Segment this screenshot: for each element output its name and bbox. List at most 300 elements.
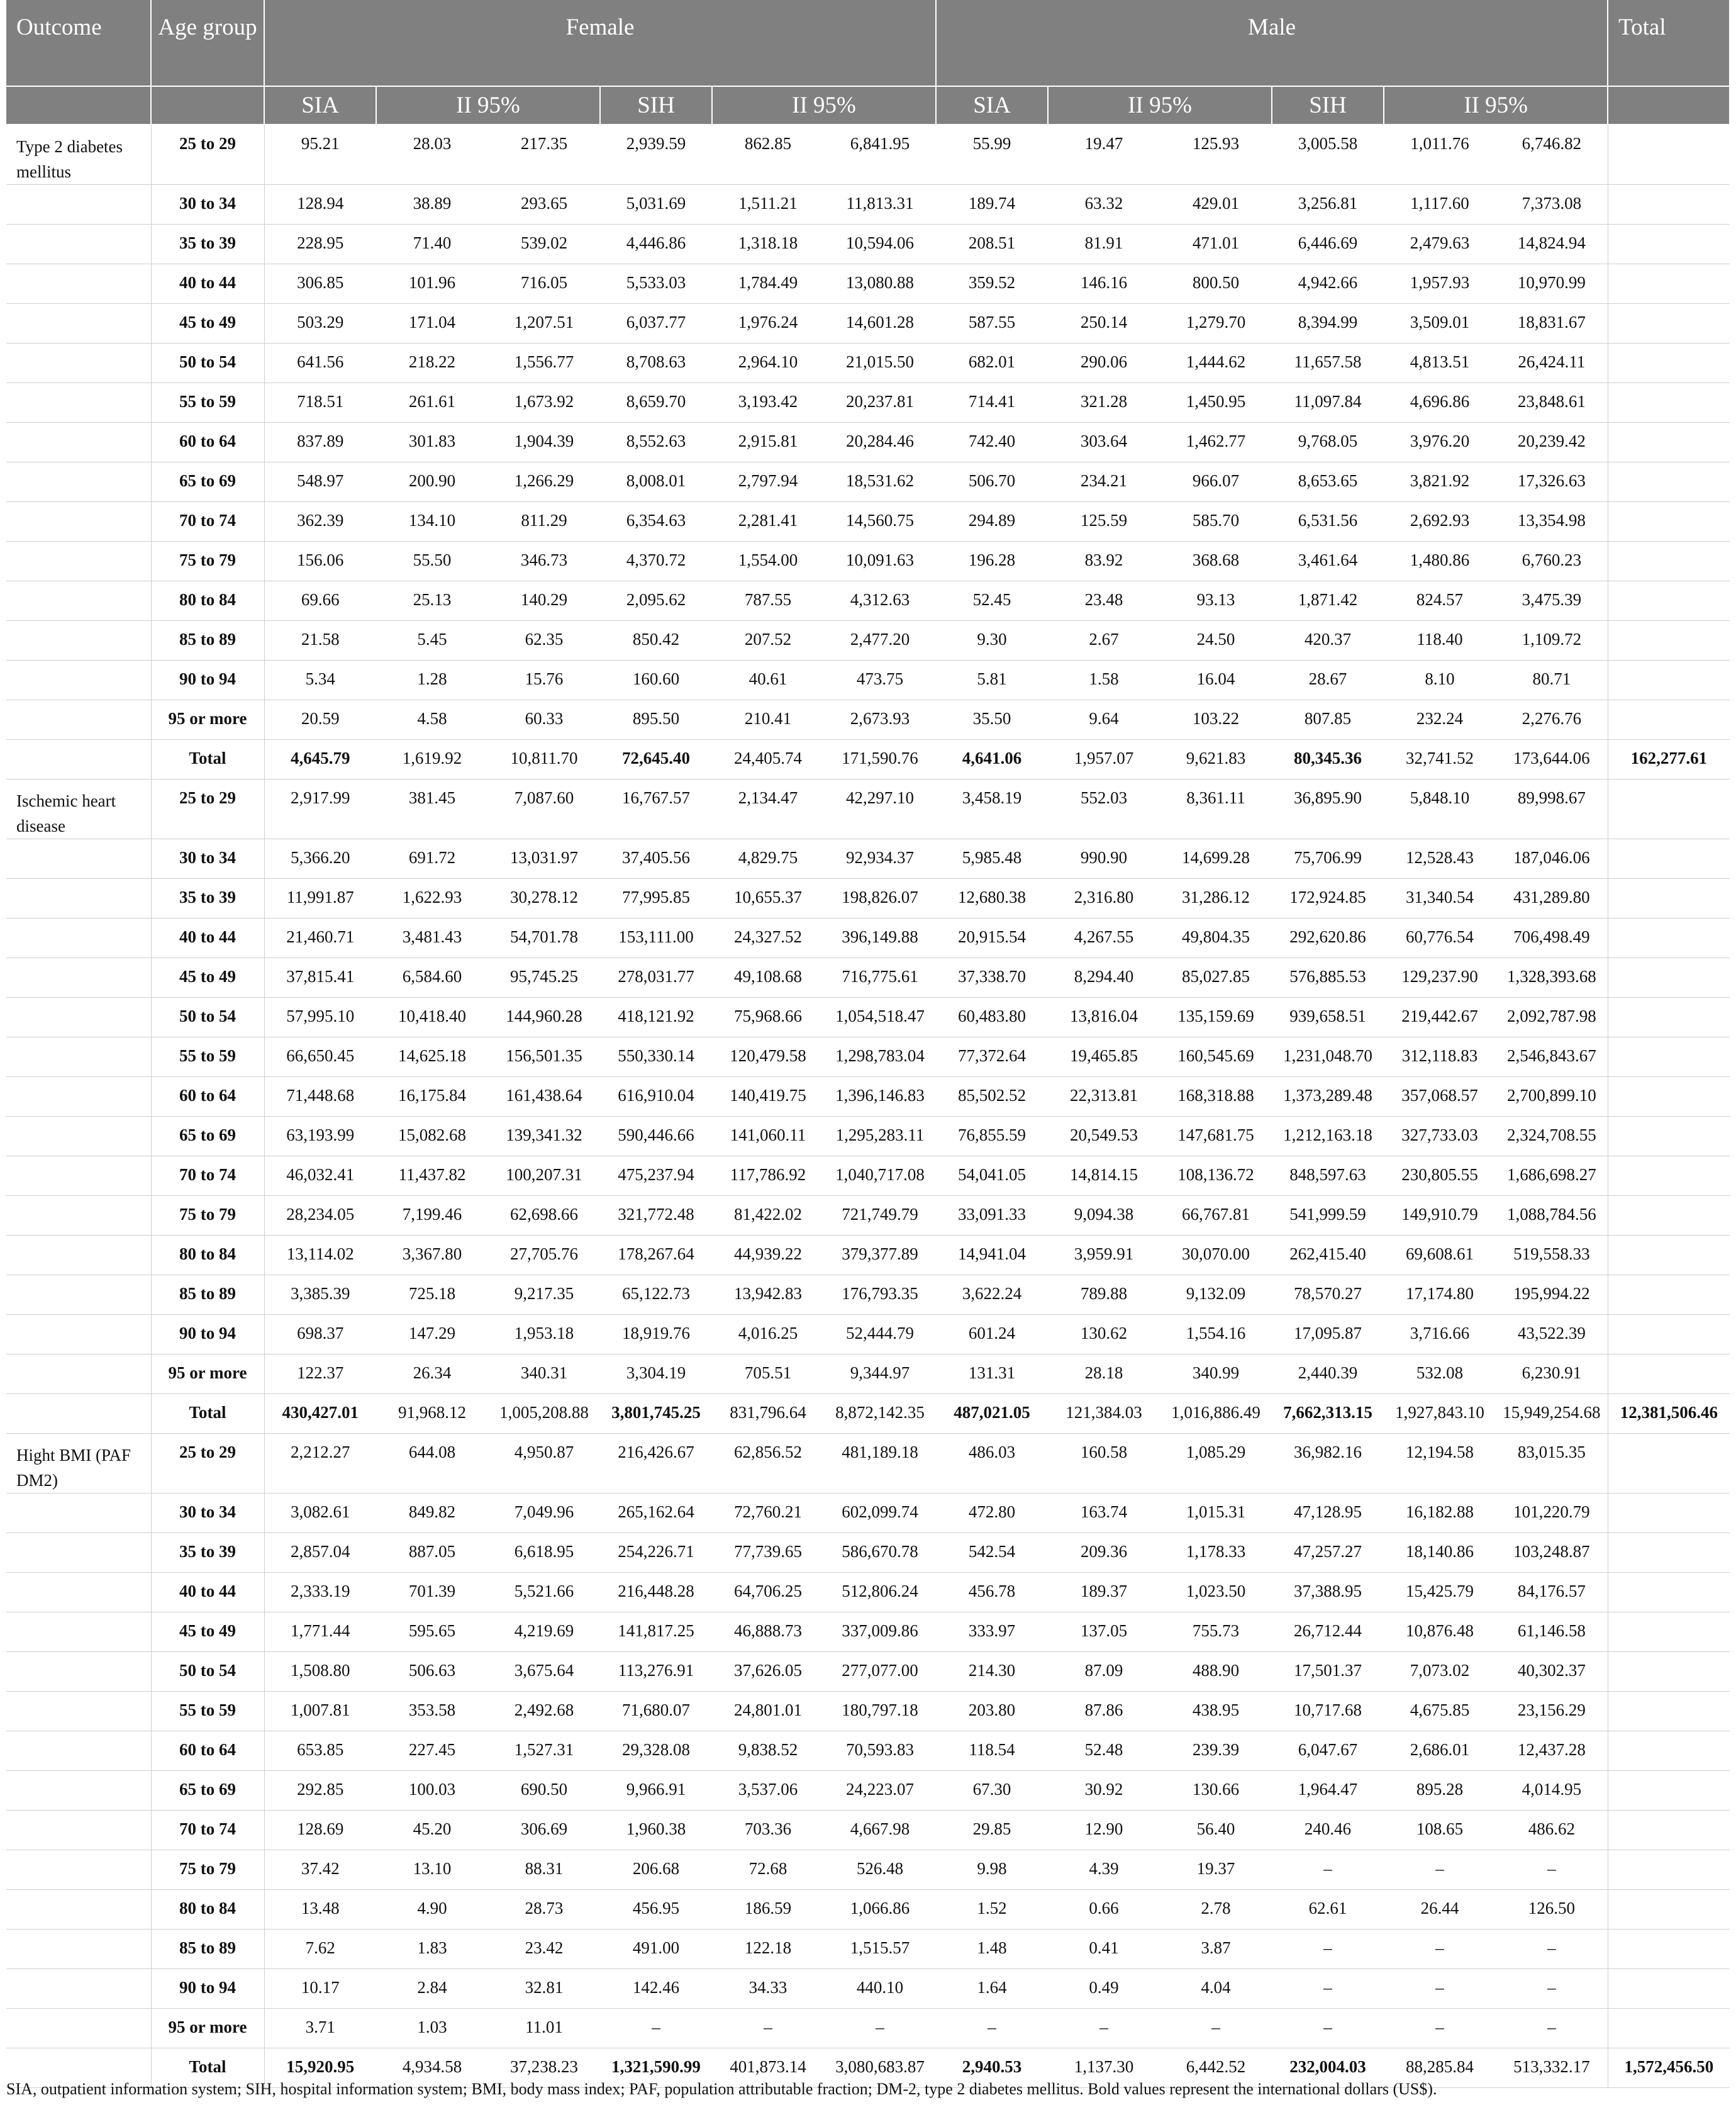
outcome-blank bbox=[6, 1811, 151, 1850]
value-cell: 8,294.40 bbox=[1048, 958, 1160, 998]
value-cell: 187,046.06 bbox=[1496, 839, 1608, 879]
value-cell: 14,941.04 bbox=[936, 1236, 1048, 1275]
value-cell: 156,501.35 bbox=[488, 1037, 600, 1077]
value-cell: 28,234.05 bbox=[264, 1196, 376, 1236]
value-cell: 100,207.31 bbox=[488, 1156, 600, 1196]
value-cell: 429.01 bbox=[1160, 185, 1272, 225]
value-cell: 61,146.58 bbox=[1496, 1612, 1608, 1652]
total-blank bbox=[1608, 839, 1730, 879]
table-row bbox=[6, 1890, 1730, 1929]
value-cell: 303.64 bbox=[1048, 423, 1160, 462]
table-row bbox=[6, 700, 1730, 740]
value-cell: 14,699.28 bbox=[1160, 839, 1272, 879]
total-blank bbox=[1608, 423, 1730, 462]
value-cell: 2,316.80 bbox=[1048, 879, 1160, 918]
header-blank bbox=[1608, 86, 1730, 125]
value-cell: 108.65 bbox=[1384, 1811, 1496, 1850]
total-blank bbox=[1608, 779, 1730, 839]
value-cell: 156.06 bbox=[264, 542, 376, 581]
table-row bbox=[6, 1236, 1730, 1275]
value-cell: 178,267.64 bbox=[600, 1236, 712, 1275]
value-cell: 1,007.81 bbox=[264, 1692, 376, 1731]
subheader-female-sih: SIH bbox=[600, 86, 712, 125]
outcome-blank bbox=[6, 1652, 151, 1692]
value-cell: 1,527.31 bbox=[488, 1731, 600, 1771]
value-cell: 641.56 bbox=[264, 343, 376, 383]
value-cell: 20,284.46 bbox=[824, 423, 936, 462]
value-cell: 103,248.87 bbox=[1496, 1533, 1608, 1573]
value-cell: 120,479.58 bbox=[712, 1037, 824, 1077]
value-cell: 7,199.46 bbox=[376, 1196, 488, 1236]
outcome-blank bbox=[6, 1037, 151, 1077]
value-cell: 1,462.77 bbox=[1160, 423, 1272, 462]
value-cell: 716.05 bbox=[488, 264, 600, 304]
value-cell: 5.34 bbox=[264, 661, 376, 700]
value-cell: 87.09 bbox=[1048, 1652, 1160, 1692]
value-cell: 1,373,289.48 bbox=[1272, 1077, 1384, 1117]
value-cell: 1.28 bbox=[376, 661, 488, 700]
table-row bbox=[6, 1494, 1730, 1533]
value-cell: 368.68 bbox=[1160, 542, 1272, 581]
age-group-cell: 45 to 49 bbox=[151, 958, 264, 998]
total-blank bbox=[1608, 1533, 1730, 1573]
value-cell: 80.71 bbox=[1496, 661, 1608, 700]
outcome-label: Ischemic heart disease bbox=[6, 779, 151, 839]
outcome-blank bbox=[6, 1969, 151, 2009]
outcome-blank bbox=[6, 879, 151, 918]
value-cell: 430,427.01 bbox=[264, 1394, 376, 1434]
value-cell: 101,220.79 bbox=[1496, 1494, 1608, 1533]
value-cell: 29,328.08 bbox=[600, 1731, 712, 1771]
age-group-cell: 75 to 79 bbox=[151, 1850, 264, 1890]
total-blank bbox=[1608, 502, 1730, 542]
value-cell: 4,934.58 bbox=[376, 2048, 488, 2088]
value-cell: – bbox=[1496, 1929, 1608, 1969]
table-row bbox=[6, 304, 1730, 343]
value-cell: 66,650.45 bbox=[264, 1037, 376, 1077]
outcome-blank bbox=[6, 1731, 151, 1771]
value-cell: 228.95 bbox=[264, 225, 376, 264]
outcome-blank bbox=[6, 839, 151, 879]
value-cell: 9,621.83 bbox=[1160, 740, 1272, 779]
total-blank bbox=[1608, 264, 1730, 304]
value-cell: 11,991.87 bbox=[264, 879, 376, 918]
value-cell: 787.55 bbox=[712, 581, 824, 621]
value-cell: 321.28 bbox=[1048, 383, 1160, 423]
value-cell: 3.71 bbox=[264, 2009, 376, 2048]
value-cell: – bbox=[1384, 1969, 1496, 2009]
value-cell: 4,219.69 bbox=[488, 1612, 600, 1652]
value-cell: 3,461.64 bbox=[1272, 542, 1384, 581]
value-cell: 2,964.10 bbox=[712, 343, 824, 383]
header-total: Total bbox=[1608, 0, 1730, 86]
table-row bbox=[6, 918, 1730, 958]
value-cell: 587.55 bbox=[936, 304, 1048, 343]
value-cell: 2,095.62 bbox=[600, 581, 712, 621]
value-cell: 91,968.12 bbox=[376, 1394, 488, 1434]
value-cell: 81.91 bbox=[1048, 225, 1160, 264]
value-cell: 8,653.65 bbox=[1272, 462, 1384, 502]
value-cell: 8,872,142.35 bbox=[824, 1394, 936, 1434]
value-cell: 346.73 bbox=[488, 542, 600, 581]
total-row bbox=[6, 1394, 1730, 1434]
value-cell: 21.58 bbox=[264, 621, 376, 661]
value-cell: 23.48 bbox=[1048, 581, 1160, 621]
value-cell: 12,528.43 bbox=[1384, 839, 1496, 879]
age-group-cell: 45 to 49 bbox=[151, 1612, 264, 1652]
value-cell: 1,318.18 bbox=[712, 225, 824, 264]
value-cell: 230,805.55 bbox=[1384, 1156, 1496, 1196]
value-cell: 54,041.05 bbox=[936, 1156, 1048, 1196]
value-cell: 46,888.73 bbox=[712, 1612, 824, 1652]
total-blank bbox=[1608, 1196, 1730, 1236]
value-cell: 9.30 bbox=[936, 621, 1048, 661]
outcome-blank bbox=[6, 462, 151, 502]
value-cell: 75,706.99 bbox=[1272, 839, 1384, 879]
value-cell: 153,111.00 bbox=[600, 918, 712, 958]
value-cell: 38.89 bbox=[376, 185, 488, 225]
value-cell: 10,811.70 bbox=[488, 740, 600, 779]
value-cell: 1.64 bbox=[936, 1969, 1048, 2009]
value-cell: 4.39 bbox=[1048, 1850, 1160, 1890]
value-cell: 887.05 bbox=[376, 1533, 488, 1573]
value-cell: 3,716.66 bbox=[1384, 1315, 1496, 1354]
value-cell: 789.88 bbox=[1048, 1275, 1160, 1315]
age-group-cell: 40 to 44 bbox=[151, 918, 264, 958]
value-cell: 4.04 bbox=[1160, 1969, 1272, 2009]
value-cell: 134.10 bbox=[376, 502, 488, 542]
value-cell: 15,082.68 bbox=[376, 1117, 488, 1156]
total-blank bbox=[1608, 1354, 1730, 1394]
value-cell: 261.61 bbox=[376, 383, 488, 423]
value-cell: 895.50 bbox=[600, 700, 712, 740]
value-cell: 3,801,745.25 bbox=[600, 1394, 712, 1434]
value-cell: 3,256.81 bbox=[1272, 185, 1384, 225]
value-cell: 6,841.95 bbox=[824, 125, 936, 185]
value-cell: 83.92 bbox=[1048, 542, 1160, 581]
value-cell: 2,700,899.10 bbox=[1496, 1077, 1608, 1117]
value-cell: 40.61 bbox=[712, 661, 824, 700]
table-container bbox=[6, 0, 1730, 2088]
value-cell: 2,324,708.55 bbox=[1496, 1117, 1608, 1156]
value-cell: 80,345.36 bbox=[1272, 740, 1384, 779]
value-cell: 721,749.79 bbox=[824, 1196, 936, 1236]
value-cell: 37,338.70 bbox=[936, 958, 1048, 998]
age-group-cell: 25 to 29 bbox=[151, 125, 264, 185]
age-group-cell: 65 to 69 bbox=[151, 462, 264, 502]
age-group-cell: 80 to 84 bbox=[151, 1236, 264, 1275]
value-cell: 17,326.63 bbox=[1496, 462, 1608, 502]
value-cell: 4,446.86 bbox=[600, 225, 712, 264]
value-cell: 137.05 bbox=[1048, 1612, 1160, 1652]
outcome-blank bbox=[6, 423, 151, 462]
value-cell: 16,182.88 bbox=[1384, 1494, 1496, 1533]
value-cell: 9,094.38 bbox=[1048, 1196, 1160, 1236]
value-cell: 831,796.64 bbox=[712, 1394, 824, 1434]
total-blank bbox=[1608, 1969, 1730, 2009]
value-cell: 2,686.01 bbox=[1384, 1731, 1496, 1771]
subheader-male-sih: SIH bbox=[1272, 86, 1384, 125]
value-cell: 18,140.86 bbox=[1384, 1533, 1496, 1573]
header-male: Male bbox=[936, 0, 1608, 86]
value-cell: 2,546,843.67 bbox=[1496, 1037, 1608, 1077]
age-group-cell: 30 to 34 bbox=[151, 185, 264, 225]
value-cell: 807.85 bbox=[1272, 700, 1384, 740]
value-cell: – bbox=[1272, 1850, 1384, 1890]
total-blank bbox=[1608, 1275, 1730, 1315]
value-cell: 9,966.91 bbox=[600, 1771, 712, 1811]
value-cell: 83,015.35 bbox=[1496, 1434, 1608, 1494]
value-cell: 130.62 bbox=[1048, 1315, 1160, 1354]
value-cell: 87.86 bbox=[1048, 1692, 1160, 1731]
value-cell: 4,675.85 bbox=[1384, 1692, 1496, 1731]
value-cell: 1,556.77 bbox=[488, 343, 600, 383]
value-cell: 72,645.40 bbox=[600, 740, 712, 779]
value-cell: 306.85 bbox=[264, 264, 376, 304]
value-cell: 1,117.60 bbox=[1384, 185, 1496, 225]
value-cell: 292.85 bbox=[264, 1771, 376, 1811]
value-cell: 3,082.61 bbox=[264, 1494, 376, 1533]
value-cell: 327,733.03 bbox=[1384, 1117, 1496, 1156]
value-cell: 31,286.12 bbox=[1160, 879, 1272, 918]
age-group-cell: 75 to 79 bbox=[151, 542, 264, 581]
value-cell: 60.33 bbox=[488, 700, 600, 740]
value-cell: 118.40 bbox=[1384, 621, 1496, 661]
age-group-cell: 90 to 94 bbox=[151, 1315, 264, 1354]
value-cell: 1,508.80 bbox=[264, 1652, 376, 1692]
value-cell: 140.29 bbox=[488, 581, 600, 621]
value-cell: 4,942.66 bbox=[1272, 264, 1384, 304]
value-cell: 381.45 bbox=[376, 779, 488, 839]
value-cell: 6,442.52 bbox=[1160, 2048, 1272, 2088]
value-cell: 682.01 bbox=[936, 343, 1048, 383]
table-row bbox=[6, 542, 1730, 581]
table-row bbox=[6, 879, 1730, 918]
value-cell: – bbox=[1384, 1850, 1496, 1890]
value-cell: 1,328,393.68 bbox=[1496, 958, 1608, 998]
age-group-cell: 60 to 64 bbox=[151, 1077, 264, 1117]
value-cell: 1,212,163.18 bbox=[1272, 1117, 1384, 1156]
total-blank bbox=[1608, 462, 1730, 502]
age-group-cell: 25 to 29 bbox=[151, 779, 264, 839]
subheader-female-sia-ii95: II 95% bbox=[376, 86, 600, 125]
value-cell: 27,705.76 bbox=[488, 1236, 600, 1275]
value-cell: 126.50 bbox=[1496, 1890, 1608, 1929]
value-cell: 10,594.06 bbox=[824, 225, 936, 264]
value-cell: 95.21 bbox=[264, 125, 376, 185]
value-cell: 15,920.95 bbox=[264, 2048, 376, 2088]
value-cell: 362.39 bbox=[264, 502, 376, 542]
value-cell: 586,670.78 bbox=[824, 1533, 936, 1573]
value-cell: 644.08 bbox=[376, 1434, 488, 1494]
table-row bbox=[6, 1037, 1730, 1077]
grand-total-cell: 1,572,456.50 bbox=[1608, 2048, 1730, 2088]
value-cell: 1,957.07 bbox=[1048, 740, 1160, 779]
value-cell: 1.83 bbox=[376, 1929, 488, 1969]
value-cell: 55.99 bbox=[936, 125, 1048, 185]
value-cell: 1,011.76 bbox=[1384, 125, 1496, 185]
value-cell: 46,032.41 bbox=[264, 1156, 376, 1196]
value-cell: 24,327.52 bbox=[712, 918, 824, 958]
outcome-blank bbox=[6, 225, 151, 264]
value-cell: 601.24 bbox=[936, 1315, 1048, 1354]
value-cell: 128.69 bbox=[264, 1811, 376, 1850]
value-cell: 278,031.77 bbox=[600, 958, 712, 998]
value-cell: 811.29 bbox=[488, 502, 600, 542]
outcome-blank bbox=[6, 1771, 151, 1811]
value-cell: 576,885.53 bbox=[1272, 958, 1384, 998]
value-cell: 125.59 bbox=[1048, 502, 1160, 542]
table-row bbox=[6, 125, 1730, 185]
value-cell: 321,772.48 bbox=[600, 1196, 712, 1236]
value-cell: – bbox=[1272, 1969, 1384, 2009]
value-cell: 4,667.98 bbox=[824, 1811, 936, 1850]
value-cell: 24.50 bbox=[1160, 621, 1272, 661]
value-cell: 506.63 bbox=[376, 1652, 488, 1692]
value-cell: 78,570.27 bbox=[1272, 1275, 1384, 1315]
age-group-cell: 35 to 39 bbox=[151, 1533, 264, 1573]
value-cell: 602,099.74 bbox=[824, 1494, 936, 1533]
value-cell: 513,332.17 bbox=[1496, 2048, 1608, 2088]
value-cell: 14,814.15 bbox=[1048, 1156, 1160, 1196]
total-blank bbox=[1608, 700, 1730, 740]
value-cell: 3,537.06 bbox=[712, 1771, 824, 1811]
value-cell: 340.31 bbox=[488, 1354, 600, 1394]
total-blank bbox=[1608, 1929, 1730, 1969]
value-cell: 431,289.80 bbox=[1496, 879, 1608, 918]
value-cell: 54,701.78 bbox=[488, 918, 600, 958]
table-row bbox=[6, 383, 1730, 423]
value-cell: 966.07 bbox=[1160, 462, 1272, 502]
value-cell: 208.51 bbox=[936, 225, 1048, 264]
value-cell: 19.37 bbox=[1160, 1850, 1272, 1890]
age-group-cell: 70 to 74 bbox=[151, 1156, 264, 1196]
total-blank bbox=[1608, 1434, 1730, 1494]
total-blank bbox=[1608, 1573, 1730, 1612]
value-cell: 473.75 bbox=[824, 661, 936, 700]
value-cell: 306.69 bbox=[488, 1811, 600, 1850]
outcome-blank bbox=[6, 542, 151, 581]
total-blank bbox=[1608, 343, 1730, 383]
age-group-cell: 80 to 84 bbox=[151, 581, 264, 621]
age-group-cell: 60 to 64 bbox=[151, 1731, 264, 1771]
value-cell: 232,004.03 bbox=[1272, 2048, 1384, 2088]
value-cell: 216,426.67 bbox=[600, 1434, 712, 1494]
value-cell: 491.00 bbox=[600, 1929, 712, 1969]
value-cell: 47,257.27 bbox=[1272, 1533, 1384, 1573]
outcome-blank bbox=[6, 1692, 151, 1731]
value-cell: 2,477.20 bbox=[824, 621, 936, 661]
value-cell: 139,341.32 bbox=[488, 1117, 600, 1156]
value-cell: 16,767.57 bbox=[600, 779, 712, 839]
total-label: Total bbox=[151, 740, 264, 779]
value-cell: 30,070.00 bbox=[1160, 1236, 1272, 1275]
total-blank bbox=[1608, 1156, 1730, 1196]
value-cell: 1,085.29 bbox=[1160, 1434, 1272, 1494]
age-group-cell: 55 to 59 bbox=[151, 383, 264, 423]
age-group-cell: 30 to 34 bbox=[151, 1494, 264, 1533]
value-cell: 5,533.03 bbox=[600, 264, 712, 304]
value-cell: 14,824.94 bbox=[1496, 225, 1608, 264]
value-cell: 23.42 bbox=[488, 1929, 600, 1969]
value-cell: 471.01 bbox=[1160, 225, 1272, 264]
value-cell: 1,957.93 bbox=[1384, 264, 1496, 304]
value-cell: 742.40 bbox=[936, 423, 1048, 462]
value-cell: 23,156.29 bbox=[1496, 1692, 1608, 1731]
value-cell: 28.73 bbox=[488, 1890, 600, 1929]
value-cell: 3,458.19 bbox=[936, 779, 1048, 839]
table-row bbox=[6, 1196, 1730, 1236]
value-cell: 13.10 bbox=[376, 1850, 488, 1890]
value-cell: 6,618.95 bbox=[488, 1533, 600, 1573]
table-row bbox=[6, 185, 1730, 225]
value-cell: 293.65 bbox=[488, 185, 600, 225]
value-cell: 142.46 bbox=[600, 1969, 712, 2009]
table-row bbox=[6, 1692, 1730, 1731]
value-cell: 1,927,843.10 bbox=[1384, 1394, 1496, 1434]
value-cell: 88.31 bbox=[488, 1850, 600, 1890]
value-cell: 3,821.92 bbox=[1384, 462, 1496, 502]
outcome-blank bbox=[6, 918, 151, 958]
value-cell: 353.58 bbox=[376, 1692, 488, 1731]
value-cell: 4,645.79 bbox=[264, 740, 376, 779]
value-cell: 1,673.92 bbox=[488, 383, 600, 423]
value-cell: 755.73 bbox=[1160, 1612, 1272, 1652]
value-cell: 1,771.44 bbox=[264, 1612, 376, 1652]
value-cell: 250.14 bbox=[1048, 304, 1160, 343]
value-cell: 11.01 bbox=[488, 2009, 600, 2048]
value-cell: 103.22 bbox=[1160, 700, 1272, 740]
outcome-blank bbox=[6, 581, 151, 621]
value-cell: 2,857.04 bbox=[264, 1533, 376, 1573]
value-cell: 379,377.89 bbox=[824, 1236, 936, 1275]
total-blank bbox=[1608, 1236, 1730, 1275]
table-row bbox=[6, 661, 1730, 700]
value-cell: 71.40 bbox=[376, 225, 488, 264]
value-cell: 1,015.31 bbox=[1160, 1494, 1272, 1533]
value-cell: 6,531.56 bbox=[1272, 502, 1384, 542]
value-cell: 3,080,683.87 bbox=[824, 2048, 936, 2088]
value-cell: 13,031.97 bbox=[488, 839, 600, 879]
value-cell: 37,405.56 bbox=[600, 839, 712, 879]
value-cell: 895.28 bbox=[1384, 1771, 1496, 1811]
value-cell: 1,279.70 bbox=[1160, 304, 1272, 343]
value-cell: 359.52 bbox=[936, 264, 1048, 304]
value-cell: 1,266.29 bbox=[488, 462, 600, 502]
value-cell: 1,904.39 bbox=[488, 423, 600, 462]
value-cell: 24,801.01 bbox=[712, 1692, 824, 1731]
value-cell: 69.66 bbox=[264, 581, 376, 621]
value-cell: 9,838.52 bbox=[712, 1731, 824, 1771]
value-cell: 3,475.39 bbox=[1496, 581, 1608, 621]
total-row bbox=[6, 740, 1730, 779]
total-label: Total bbox=[151, 2048, 264, 2088]
value-cell: 14,625.18 bbox=[376, 1037, 488, 1077]
table-row bbox=[6, 1434, 1730, 1494]
value-cell: 541,999.59 bbox=[1272, 1196, 1384, 1236]
value-cell: 3,385.39 bbox=[264, 1275, 376, 1315]
value-cell: 1,619.92 bbox=[376, 740, 488, 779]
value-cell: 8,361.11 bbox=[1160, 779, 1272, 839]
total-label: Total bbox=[151, 1394, 264, 1434]
value-cell: 12,194.58 bbox=[1384, 1434, 1496, 1494]
subheader-female-sia: SIA bbox=[264, 86, 376, 125]
value-cell: 1,137.30 bbox=[1048, 2048, 1160, 2088]
value-cell: 49,804.35 bbox=[1160, 918, 1272, 958]
outcome-blank bbox=[6, 621, 151, 661]
outcome-blank bbox=[6, 1494, 151, 1533]
value-cell: 216,448.28 bbox=[600, 1573, 712, 1612]
